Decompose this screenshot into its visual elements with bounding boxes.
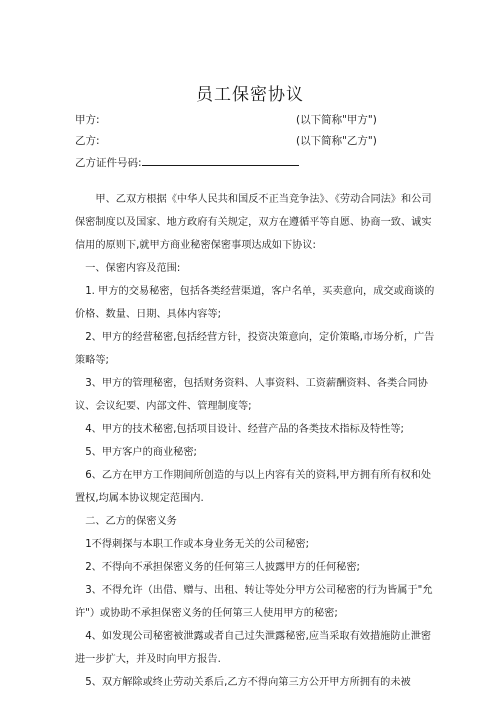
- party-b-id-row: [75, 154, 299, 170]
- party-a-label: 甲方:: [75, 114, 100, 126]
- party-b-note: (以下简称"乙方"): [296, 135, 377, 147]
- obligation-item-1: 1不得刺探与本职工作或本身业务无关的公司秘密;: [85, 539, 310, 550]
- section-heading-obligations: 二、乙方的保密义务: [85, 516, 177, 527]
- party-b-id-blank-line: [142, 154, 299, 166]
- scope-item-5: 5、甲方客户的商业秘密;: [85, 447, 197, 458]
- scope-item-4: 4、甲方的技术秘密,包括项目设计、经营产品的各类技术指标及特性等;: [85, 424, 404, 435]
- obligation-item-3: 3、不得允许（出借、赠与、出租、转让等处分甲方公司秘密的行为皆属于"允许"）或协助不承担保密义务的任何第三人使用甲方的秘密;: [75, 585, 433, 619]
- scope-item-3: 3、甲方的管理秘密，包括财务资料、人事资料、工资薪酬资料、各类合同协议、会议纪要、内部文件、管理制度等;: [75, 378, 428, 412]
- document-title: 员工保密协议: [196, 85, 304, 105]
- section-heading-confidential-scope: 一、保密内容及范围:: [85, 263, 181, 274]
- scope-item-6: 6、乙方在甲方工作期间所创造的与以上内容有关的资料,甲方拥有所有权和处置权,均属本协议规定范围内.: [75, 470, 432, 504]
- intro-paragraph: 甲、乙双方根据《中华人民共和国反不正当竞争法》、《劳动合同法》和公司保密制度以及国家、地方政府有关规定，双方在遵循平等自愿、协商一致、诚实信用的原则下,就甲方商业秘密保密事项达成如下协议:: [75, 194, 432, 251]
- party-a-note: (以下简称"甲方"): [296, 114, 377, 126]
- party-b-row: [75, 133, 435, 149]
- obligation-item-2: 2、不得向不承担保密义务的任何第三人披露甲方的任何秘密;: [85, 562, 360, 573]
- agreement-body: [75, 188, 437, 694]
- party-b-id-label: 乙方证件号码:: [75, 157, 142, 169]
- obligation-item-5: 5、双方解除或终止劳动关系后,乙方不得向第三方公开甲方所拥有的未被: [85, 677, 411, 688]
- obligation-item-4: 4、如发现公司秘密被泄露或者自己过失泄露秘密,应当采取有效措施防止泄密进一步扩大，并及时向甲方报告.: [75, 631, 432, 665]
- scope-item-1: 1. 甲方的交易秘密，包括各类经营渠道，客户名单，买卖意向，成交或商谈的价格、数量、日期、具体内容等;: [75, 286, 435, 320]
- party-b-label: 乙方:: [75, 135, 100, 147]
- scope-item-2: 2、甲方的经营秘密,包括经营方针，投资决策意向，定价策略,市场分析，广告策略等;: [75, 332, 435, 366]
- party-a-row: [75, 112, 435, 128]
